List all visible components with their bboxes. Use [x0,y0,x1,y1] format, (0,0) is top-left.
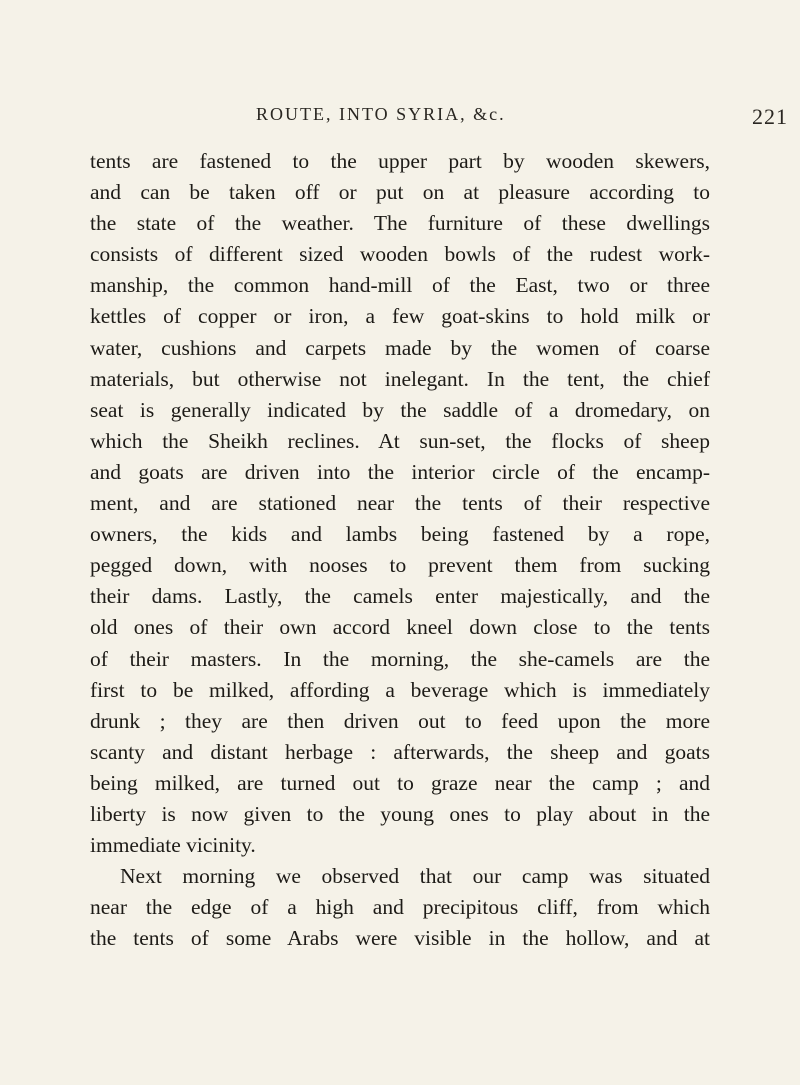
text-line: old ones of their own accord kneel down close to the tents [90,615,710,640]
text-line: their dams. Lastly, the camels enter majestically, and the [90,584,710,609]
text-line: first to be milked, affording a beverage which is immediately [90,677,710,702]
text-line: Next morning we observed that our camp was situated [120,864,710,889]
text-line: and can be taken off or put on at pleasure according to [90,180,710,205]
text-line: kettles of copper or iron, a few goat-skins to hold milk or [90,304,710,329]
text-line: liberty is now given to the young ones to play about in the [90,801,710,826]
text-line: drunk ; they are then driven out to feed upon the more [90,708,710,733]
text-line: of their masters. In the morning, the she-camels are the [90,646,710,671]
text-line: ment, and are stationed near the tents of their respective [90,491,710,516]
text-line: which the Sheikh reclines. At sun-set, the flocks of sheep [90,428,710,453]
text-line: being milked, are turned out to graze near the camp ; and [90,770,710,795]
text-line: pegged down, with nooses to prevent them from sucking [90,553,710,578]
text-line: tents are fastened to the upper part by wooden skewers, [90,149,710,173]
running-head-title: ROUTE, INTO SYRIA, &c. [256,104,506,124]
text-line: owners, the kids and lambs being fastened by a rope, [90,522,710,547]
text-line: near the edge of a high and precipitous cliff, from which [90,895,710,920]
text-line: seat is generally indicated by the saddle of a dromedary, on [90,397,710,422]
text-line: the tents of some Arabs were visible in the hollow, and at [90,926,710,951]
paragraph [90,146,710,861]
text-line: and goats are driven into the interior circle of the encamp- [90,459,710,484]
running-head [256,104,786,132]
body-text [90,146,710,954]
text-line: the state of the weather. The furniture of these dwellings [90,211,710,236]
text-line: scanty and distant herbage : afterwards, the sheep and goats [90,739,710,764]
text-line: consists of different sized wooden bowls of the rudest work- [90,242,710,267]
page-number: 221 [752,104,788,129]
text-line: materials, but otherwise not inelegant. In the tent, the chief [90,366,710,391]
paragraph [90,861,710,954]
text-line: manship, the common hand-mill of the East, two or three [90,273,710,298]
text-line: immediate vicinity. [90,833,256,858]
text-line: water, cushions and carpets made by the women of coarse [90,335,710,360]
